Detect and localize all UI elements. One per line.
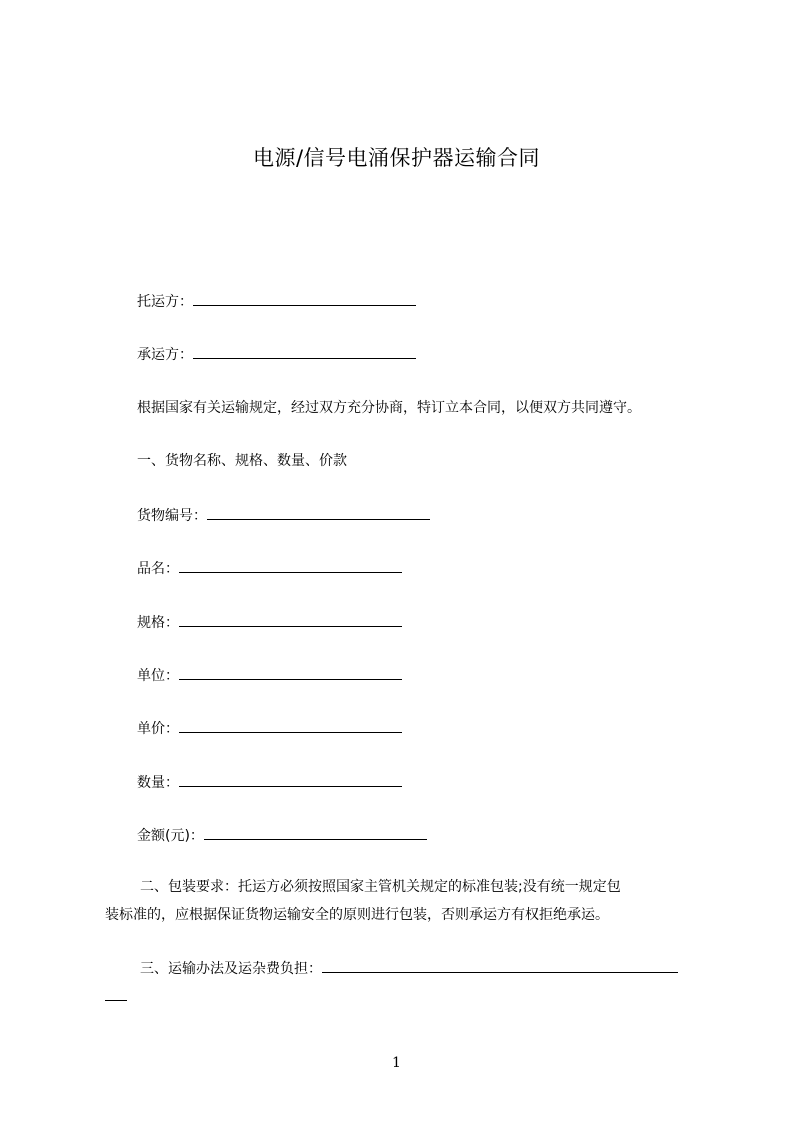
section2-line2: 装标准的，应根据保证货物运输安全的原则进行包装，否则承运方有权拒绝承运。 — [105, 907, 609, 923]
section3-line1 — [105, 955, 717, 983]
section3-line2 — [105, 983, 717, 1011]
name-line — [137, 558, 402, 579]
unit-price-line — [137, 718, 402, 739]
page-number: 1 — [392, 1055, 401, 1071]
carrier-line — [137, 344, 416, 365]
unit-price-blank — [179, 718, 402, 733]
unit-price-label: 单价： — [137, 721, 179, 737]
section3-paragraph — [105, 955, 717, 1011]
unit-line — [137, 665, 402, 686]
spec-blank — [179, 612, 402, 627]
amount-label: 金额(元)： — [137, 828, 204, 844]
shipper-label: 托运方： — [137, 294, 193, 310]
shipper-line — [137, 291, 416, 312]
intro-text: 根据国家有关运输规定，经过双方充分协商，特订立本合同，以便双方共同遵守。 — [137, 400, 641, 416]
goods-no-label: 货物编号： — [137, 508, 207, 524]
unit-blank — [179, 665, 402, 680]
name-blank — [179, 558, 402, 573]
carrier-label: 承运方： — [137, 347, 193, 363]
name-label: 品名： — [137, 561, 179, 577]
section2-paragraph — [105, 873, 717, 929]
quantity-label: 数量： — [137, 775, 179, 791]
amount-blank — [204, 825, 427, 840]
unit-label: 单位： — [137, 668, 179, 684]
section3-label: 三、运输办法及运杂费负担： — [140, 961, 322, 977]
amount-line — [137, 825, 427, 846]
goods-no-line — [137, 505, 430, 526]
spec-label: 规格： — [137, 615, 179, 631]
document-title: 电源/信号电涌保护器运输合同 — [252, 146, 541, 170]
section3-blank — [322, 958, 678, 973]
quantity-blank — [179, 772, 402, 787]
section1-heading: 一、货物名称、规格、数量、价款 — [137, 453, 347, 469]
section3-blank-continued — [105, 986, 127, 1001]
carrier-blank — [193, 344, 416, 359]
section2-line1: 二、包装要求：托运方必须按照国家主管机关规定的标准包装;没有统一规定包 — [140, 879, 621, 895]
shipper-blank — [193, 291, 416, 306]
spec-line — [137, 612, 402, 633]
goods-no-blank — [207, 505, 430, 520]
quantity-line — [137, 772, 402, 793]
